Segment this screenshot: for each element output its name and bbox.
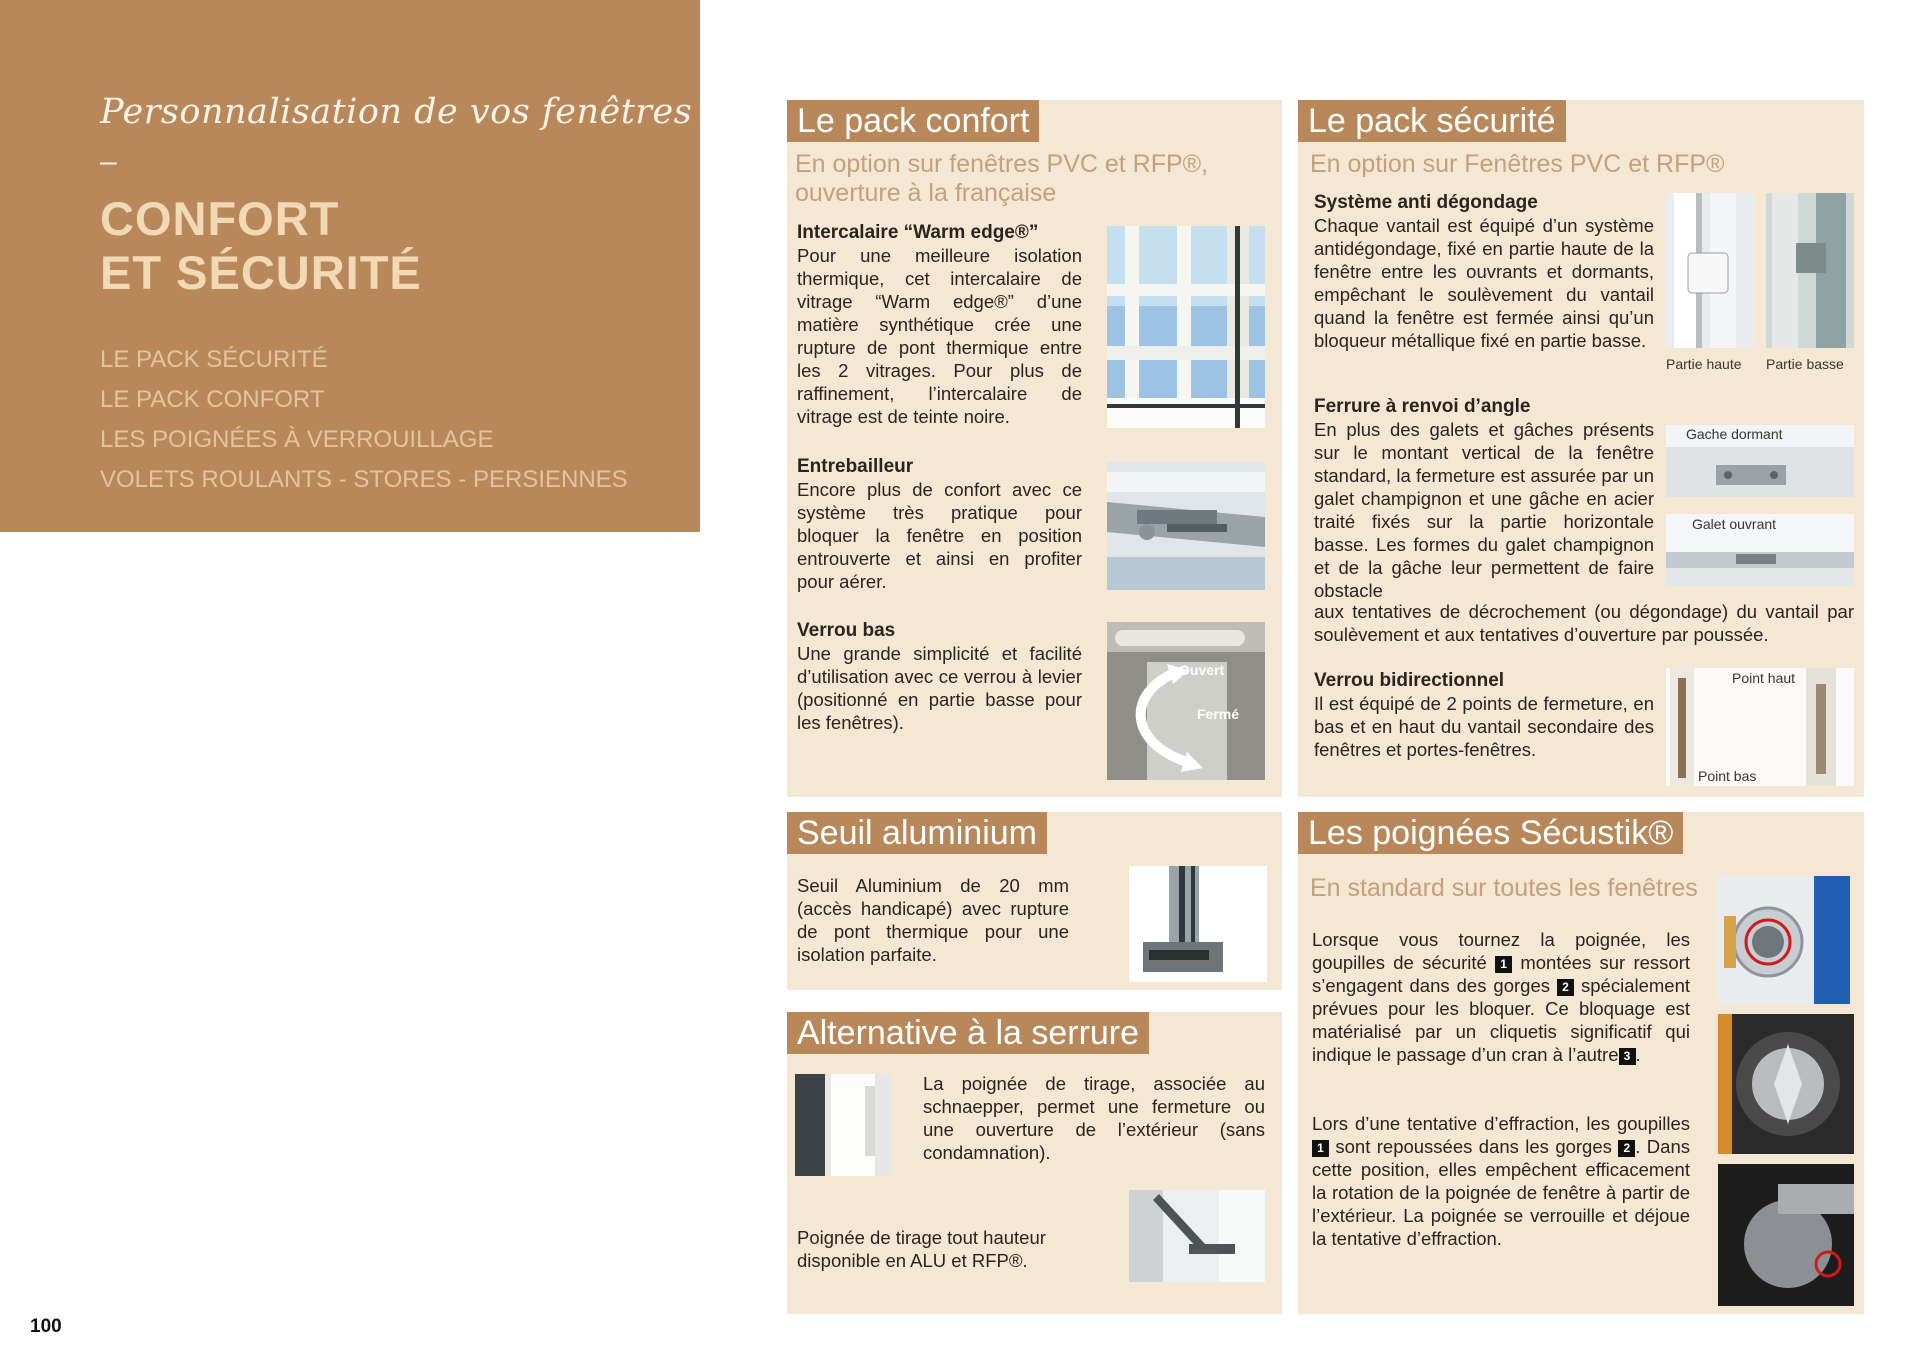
- item-verrou-bas: [797, 620, 1082, 734]
- item-heading: Ferrure à renvoi d’angle: [1314, 396, 1531, 417]
- entrebailleur-photo: [1107, 462, 1265, 590]
- item-warm-edge: [797, 222, 1082, 428]
- item-heading: Système anti dégondage: [1314, 192, 1538, 213]
- hero-nav: [100, 340, 628, 500]
- marker-3-icon: 3: [1619, 1048, 1636, 1065]
- partie-basse-photo: [1766, 193, 1854, 348]
- serrure-text-2: Poignée de tirage tout hauteur disponible en ALU et RFP®.: [797, 1227, 1046, 1271]
- item-text: Chaque vantail est équipé d’un système antidégondage, fixé en partie haute de la fenêtre entre les ouvrants et dormants, empêchant le soulèvement du vantail quand la fenêtre est fermée ainsi qu’un bloqueur métallique fixé en partie basse.: [1314, 215, 1654, 351]
- nav-link-volets[interactable]: VOLETS ROULANTS - STORES - PERSIENNES: [100, 466, 628, 493]
- item-text: Encore plus de confort avec ce système très pratique pour bloquer la fenêtre en position entrouverte et ainsi en profiter pour aérer.: [797, 479, 1082, 592]
- item-ferrure-renvoi: [1314, 396, 1654, 602]
- hero-title: [100, 192, 422, 300]
- poignee-photo-2: [1718, 1014, 1854, 1154]
- poignee-tirage-photo: [795, 1074, 891, 1176]
- page-number: 100: [30, 1316, 62, 1337]
- hero-title-line1: CONFORT: [100, 192, 340, 245]
- hero-banner: [0, 0, 700, 532]
- poignee-tout-hauteur-photo: [1129, 1190, 1265, 1282]
- panel-title: Alternative à la serrure: [787, 1012, 1149, 1054]
- caption-partie-basse: Partie basse: [1766, 356, 1844, 372]
- panel-title: Seuil aluminium: [787, 812, 1047, 854]
- marker-1-icon: 1: [1312, 1140, 1329, 1157]
- verrou-label-ouvert: Ouvert: [1179, 662, 1225, 678]
- poignees-paragraph-2: Lors d’une tentative d’effraction, les goupilles 1 sont repoussées dans les gorges 2 . Dans cette position, elles empêchent efficacement la rotation de la poignée de fenêtre à partir de l’extérieur. La poignée se verrouille et déjoue la tentative d’effraction.: [1312, 1113, 1690, 1249]
- serrure-text-1: La poignée de tirage, associée au schnaepper, permet une fermeture ou une ouverture de l’extérieur (sans condamnation).: [923, 1073, 1265, 1163]
- panel-pack-confort: [787, 100, 1282, 797]
- poignee-photo-3: [1718, 1164, 1854, 1306]
- item-text: Une grande simplicité et facilité d’utilisation avec ce verrou à levier (positionné en partie basse pour les fenêtres).: [797, 643, 1082, 733]
- marker-1-icon: 1: [1495, 956, 1512, 973]
- panel-poignees-secustik: [1298, 812, 1864, 1314]
- nav-link-pack-securite[interactable]: LE PACK SÉCURITÉ: [100, 346, 328, 373]
- panel-title: Le pack confort: [787, 100, 1039, 142]
- poignees-paragraph-1: Lorsque vous tournez la poignée, les goupilles de sécurité 1 montées sur ressort s’engagent dans des gorges 2 spécialement prévues pour les bloquer. Ce bloquage est matérialisé par un cliquetis significatif qui indique le passage d’un cran à l’autre 3 .: [1312, 929, 1691, 1065]
- nav-link-pack-confort[interactable]: LE PACK CONFORT: [100, 386, 325, 413]
- item-text: Pour une meilleure isolation thermique, cet intercalaire de vitrage “Warm edge®” d’une matière synthétique crée une rupture de pont thermique entre les 2 vitrages. Pour plus de raffinement, l’intercalaire de vitrage est de teinte noire.: [797, 245, 1082, 427]
- caption-partie-haute: Partie haute: [1666, 356, 1742, 372]
- item-text: En plus des galets et gâches présents sur le montant vertical de la fenêtre standard, la fermeture est assurée par un galet champignon et une gâche en acier traité fixés sur la partie horizontale basse. Les formes du galet champignon et de la gâche leur permettent de faire obstacle: [1314, 419, 1654, 601]
- warm-edge-photo: [1107, 226, 1265, 428]
- panel-subtitle: En option sur Fenêtres PVC et RFP®: [1310, 150, 1725, 178]
- hero-title-line2: ET SÉCURITÉ: [100, 246, 422, 299]
- item-ferrure-text-cont: aux tentatives de décrochement (ou dégondage) du vantail par soulèvement et aux tentatives d’ouverture par poussée.: [1314, 601, 1854, 645]
- poignee-photo-1: [1718, 876, 1850, 1004]
- panel-subtitle: En standard sur toutes les fenêtres: [1310, 874, 1698, 902]
- caption-point-haut: Point haut: [1732, 670, 1796, 686]
- nav-link-poignees[interactable]: LES POIGNÉES À VERROUILLAGE: [100, 426, 494, 453]
- verrou-bas-photo: [1107, 622, 1265, 780]
- marker-2-icon: 2: [1618, 1140, 1635, 1157]
- panel-seuil-aluminium: [787, 812, 1282, 990]
- panel-title: Les poignées Sécustik®: [1298, 812, 1683, 854]
- panel-alternative-serrure: [787, 1012, 1282, 1314]
- item-verrou-bidirectionnel: [1314, 670, 1654, 761]
- item-heading: Verrou bidirectionnel: [1314, 670, 1505, 691]
- caption-point-bas: Point bas: [1698, 768, 1757, 784]
- panel-pack-securite: [1298, 100, 1864, 797]
- item-anti-degondage: [1314, 192, 1654, 352]
- item-text: Il est équipé de 2 points de fermeture, en bas et en haut du vantail secondaire des fenêtres et portes-fenêtres.: [1314, 693, 1654, 760]
- seuil-photo: [1129, 866, 1267, 982]
- item-heading: Intercalaire “Warm edge®”: [797, 222, 1039, 243]
- item-heading: Entrebailleur: [797, 456, 914, 477]
- partie-haute-photo: [1666, 193, 1754, 348]
- seuil-text: Seuil Aluminium de 20 mm (accès handicapé) avec rupture de pont thermique pour une isolation parfaite.: [797, 875, 1069, 965]
- item-entrebailleur: [797, 456, 1082, 593]
- caption-galet-ouvrant: Galet ouvrant: [1692, 516, 1777, 532]
- item-heading: Verrou bas: [797, 620, 896, 641]
- caption-gache-dormant: Gache dormant: [1686, 426, 1783, 442]
- hero-dash: –: [100, 145, 117, 178]
- panel-title: Le pack sécurité: [1298, 100, 1566, 142]
- marker-2-icon: 2: [1557, 979, 1574, 996]
- hero-script-title: Personnalisation de vos fenêtres: [100, 92, 693, 132]
- verrou-label-ferme: Fermé: [1197, 706, 1240, 722]
- panel-subtitle: En option sur fenêtres PVC et RFP®, ouverture à la française: [795, 150, 1209, 207]
